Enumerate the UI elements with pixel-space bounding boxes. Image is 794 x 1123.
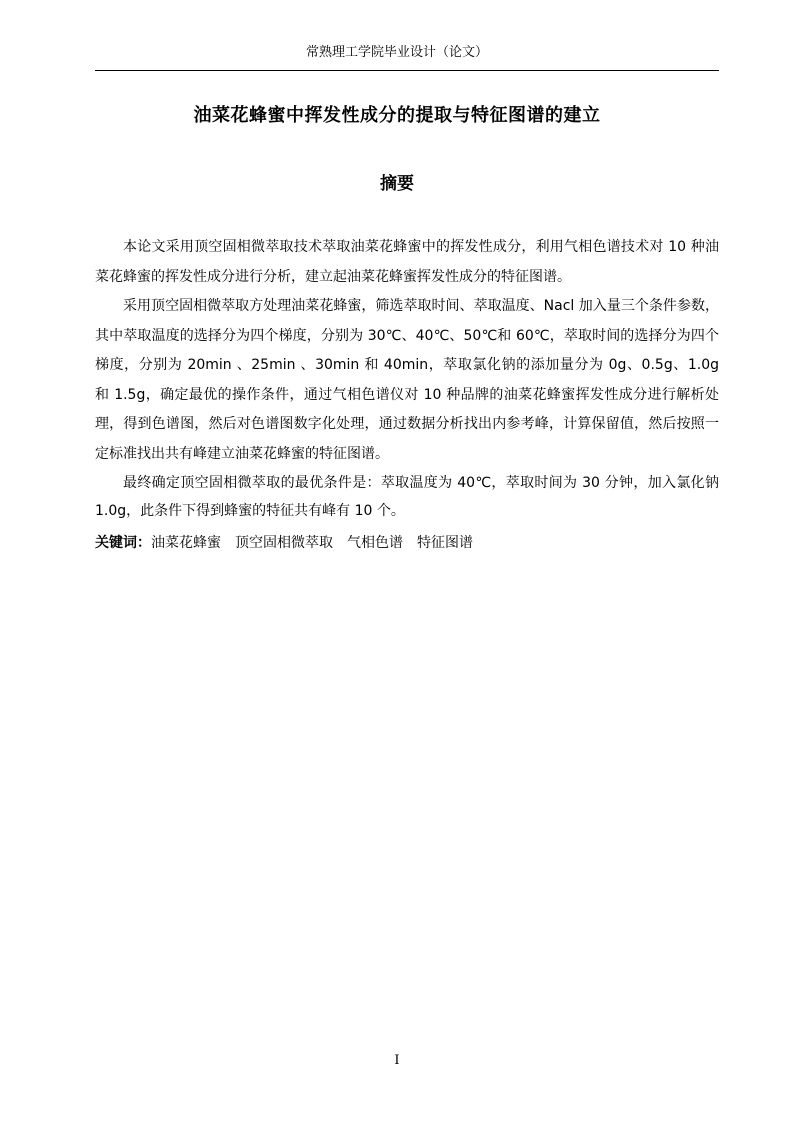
keyword: 顶空固相微萃取 bbox=[235, 535, 333, 551]
abstract-paragraph: 最终确定顶空固相微萃取的最优条件是：萃取温度为 40℃，萃取时间为 30 分钟，加入氯化钠 1.0g，此条件下得到蜂蜜的特征共有峰有 10 个。 bbox=[95, 475, 719, 519]
abstract-body bbox=[95, 233, 719, 553]
abstract-heading: 摘要 bbox=[380, 174, 414, 194]
keywords-label: 关键词： bbox=[95, 535, 151, 551]
page-number: I bbox=[394, 1053, 400, 1068]
abstract-paragraph: 本论文采用顶空固相微萃取技术萃取油菜花蜂蜜中的挥发性成分，利用气相色谱技术对 10 种油菜花蜂蜜的挥发性成分进行分析，建立起油菜花蜂蜜挥发性成分的特征图谱。 bbox=[95, 239, 719, 285]
keywords-line bbox=[95, 533, 719, 553]
keyword: 特征图谱 bbox=[417, 535, 473, 551]
running-header: 常熟理工学院毕业设计（论文） bbox=[305, 45, 488, 60]
abstract-paragraph: 采用顶空固相微萃取方处理油菜花蜂蜜，筛选萃取时间、萃取温度、Nacl 加入量三个条件参数，其中萃取温度的选择分为四个梯度，分别为 30℃、40℃、50℃和 60℃，萃取时间的选择分为四个梯度，分别为 20min 、25min 、30min 和 40min，萃取氯化钠的添加量分为 0g、0.5g、1.0g 和 1.5g，确定最优的操作条件，通过气相色谱仪对 10 种品牌的油菜花蜂蜜挥发性成分进行解析处理，得到色谱图，然后对色谱图数字化处理，通过数据分析找出内参考峰，计算保留值，然后按照一定标准找出共有峰建立油菜花蜂蜜的特征图谱。 bbox=[95, 298, 719, 462]
keyword: 气相色谱 bbox=[347, 535, 403, 551]
header-divider bbox=[95, 70, 719, 71]
thesis-title: 油菜花蜂蜜中挥发性成分的提取与特征图谱的建立 bbox=[193, 105, 601, 126]
keyword: 油菜花蜂蜜 bbox=[151, 535, 221, 551]
